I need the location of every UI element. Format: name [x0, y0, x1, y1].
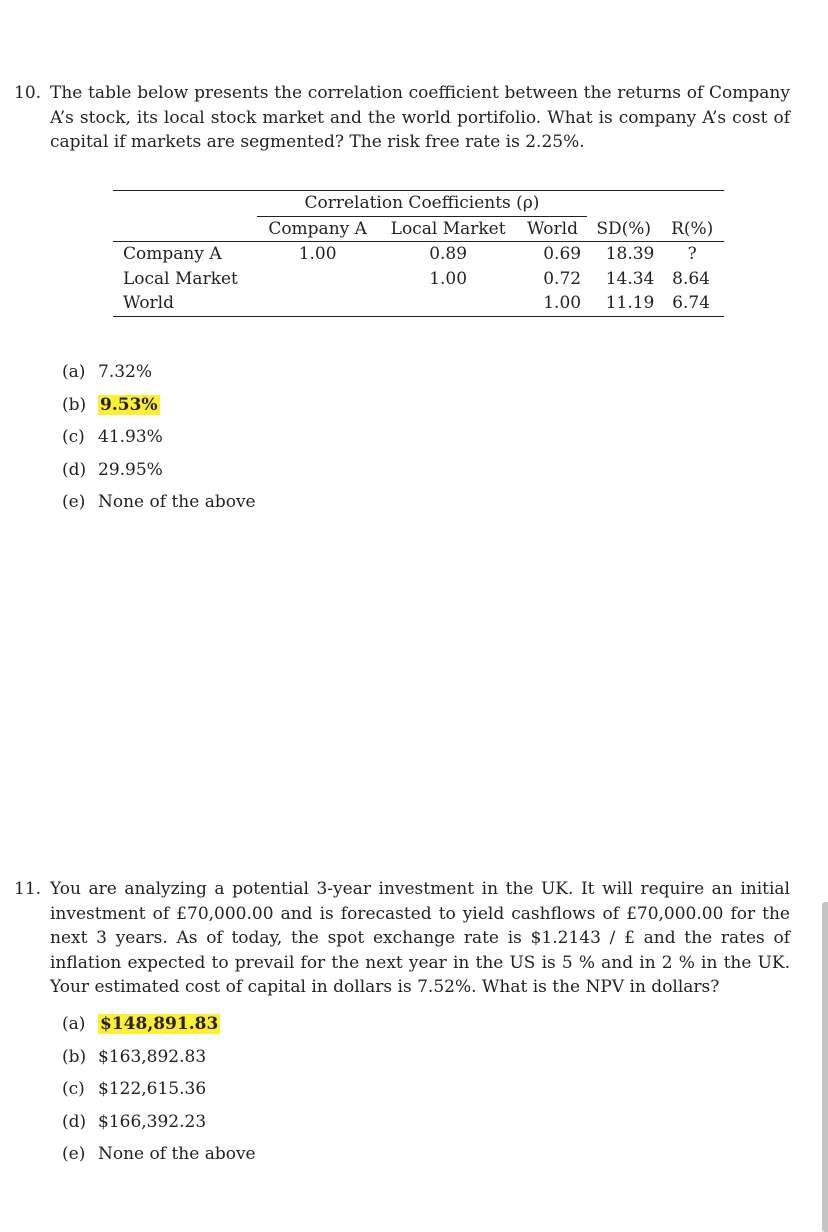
option-label: (a)	[62, 1014, 86, 1034]
answer-option-c[interactable]	[62, 1077, 256, 1110]
option-text: 29.95%	[98, 459, 163, 480]
option-label: (a)	[62, 362, 86, 382]
option-text: 41.93%	[98, 427, 163, 447]
answer-option-a[interactable]	[62, 1012, 256, 1045]
table-cell: 1.00	[429, 268, 468, 289]
group-header: Correlation Coefficients (ρ)	[257, 191, 587, 217]
highlighted-answer: 9.53%	[100, 394, 158, 415]
option-label: (e)	[62, 1144, 86, 1164]
table-corner	[113, 191, 257, 217]
column-header: World	[518, 216, 587, 242]
answer-option-c[interactable]	[62, 425, 256, 458]
highlighted-answer: $148,891.83	[100, 1014, 219, 1034]
answer-option-d[interactable]	[62, 458, 256, 491]
row-label: Local Market	[123, 268, 238, 289]
option-text: $122,615.36	[98, 1079, 207, 1099]
table-cell: 0.89	[429, 244, 468, 265]
table-corner	[113, 216, 257, 242]
table-cell	[378, 291, 517, 316]
option-label: (c)	[62, 1079, 85, 1099]
column-header: Company A	[257, 216, 379, 242]
option-label: (d)	[62, 1111, 87, 1132]
table-cell: ?	[687, 244, 697, 265]
table-spacer	[660, 191, 724, 217]
row-label: World	[123, 293, 174, 314]
question-10	[14, 81, 790, 155]
table-cell: 14.34	[605, 268, 655, 289]
table-row	[113, 291, 724, 316]
question-number: 11.	[14, 879, 42, 899]
table-cell	[257, 267, 379, 292]
answer-option-e[interactable]	[62, 490, 256, 523]
table-cell: 1.00	[298, 244, 337, 265]
option-label: (d)	[62, 459, 87, 480]
option-text: 7.32%	[98, 362, 153, 382]
answer-options-10	[62, 360, 256, 523]
option-text: None of the above	[98, 492, 256, 512]
table-cell	[257, 291, 379, 316]
option-label: (c)	[62, 427, 85, 447]
table-cell: 0.69	[543, 244, 582, 265]
option-text: $166,392.23	[98, 1111, 207, 1132]
correlation-table	[113, 190, 724, 317]
column-header: SD(%)	[587, 216, 660, 242]
question-11	[14, 877, 790, 1000]
table-cell: 11.19	[605, 293, 655, 314]
column-header: Local Market	[378, 216, 517, 242]
answer-option-e[interactable]	[62, 1142, 256, 1175]
table-spacer	[587, 191, 660, 217]
table-row	[113, 242, 724, 267]
option-label: (b)	[62, 394, 87, 415]
table-cell: 6.74	[672, 293, 710, 314]
option-label: (b)	[62, 1046, 87, 1067]
answer-option-b[interactable]	[62, 393, 256, 426]
option-text: None of the above	[98, 1144, 256, 1164]
table-cell: 18.39	[605, 244, 655, 265]
table-cell: 1.00	[543, 293, 582, 314]
question-text: You are analyzing a potential 3-year investment in the UK. It will require an initial investment of £70,000.00 and is forecasted to yield cashflows of £70,000.00 for the next 3 years. As of today, the spot exchange rate is $1.2143 / £ and the rates of inflation expected to prevail for the next year in the US is 5 % and in 2 % in the UK. Your estimated cost of capital in dollars is 7.52%. What is the NPV in dollars?	[50, 879, 790, 997]
column-header: R(%)	[660, 216, 724, 242]
table-cell: 8.64	[672, 268, 710, 289]
scrollbar[interactable]	[822, 902, 828, 1232]
answer-option-b[interactable]	[62, 1045, 256, 1078]
question-text: The table below presents the correlation coefficient between the returns of Company A’s stock, its local stock market and the world portifolio. What is company A’s cost of capital if markets are segmented? The risk free rate is 2.25%.	[50, 83, 790, 152]
answer-option-a[interactable]	[62, 360, 256, 393]
table-cell: 0.72	[543, 268, 582, 289]
answer-option-d[interactable]	[62, 1110, 256, 1143]
option-label: (e)	[62, 492, 86, 512]
table-row	[113, 267, 724, 292]
option-text: $163,892.83	[98, 1046, 207, 1067]
row-label: Company A	[123, 244, 222, 265]
answer-options-11	[62, 1012, 256, 1175]
question-number: 10.	[14, 83, 42, 103]
